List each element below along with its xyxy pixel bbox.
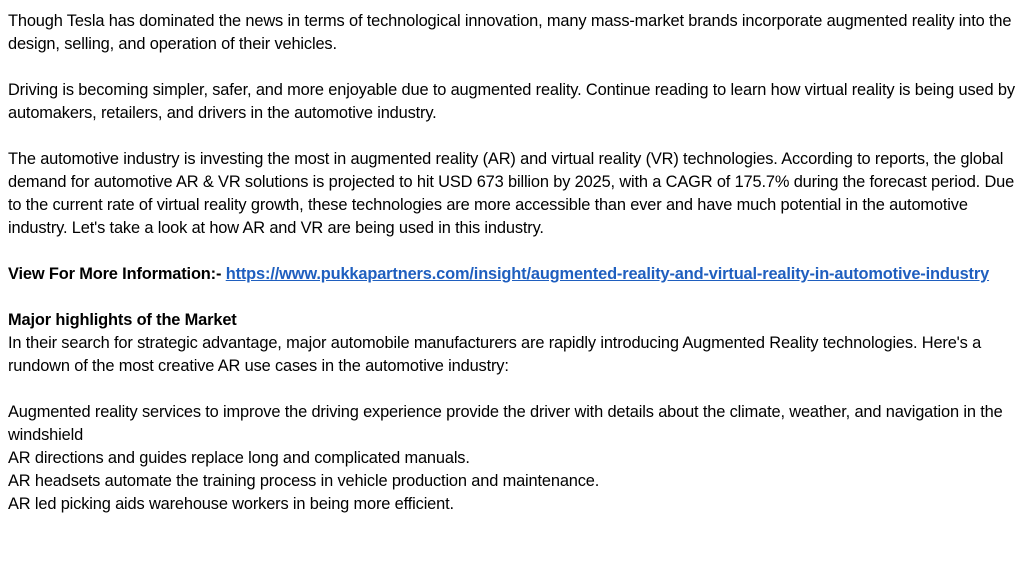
more-info-label: View For More Information:- bbox=[8, 265, 226, 283]
list-item: AR led picking aids warehouse workers in being more efficient. bbox=[8, 495, 454, 513]
intro-paragraph-2: Driving is becoming simpler, safer, and more enjoyable due to augmented reality. Continue reading to learn how virtual reality is being used by automakers, retailers, and drivers in the automotive industry. bbox=[8, 81, 1015, 122]
highlights-section bbox=[8, 309, 1018, 378]
more-info-line bbox=[8, 263, 1018, 286]
list-item: AR directions and guides replace long and complicated manuals. bbox=[8, 449, 470, 467]
list-item: Augmented reality services to improve the driving experience provide the driver with details about the climate, weather, and navigation in the windshield bbox=[8, 403, 1003, 444]
document-body bbox=[8, 10, 1018, 516]
list-item: AR headsets automate the training process in vehicle production and maintenance. bbox=[8, 472, 600, 490]
intro-paragraph-3: The automotive industry is investing the most in augmented reality (AR) and virtual reality (VR) technologies. According to reports, the global demand for automotive AR & VR solutions is projected to hit USD 673 billion by 2025, with a CAGR of 175.7% during the forecast period. Due to the current rate of virtual reality growth, these technologies are more accessible than ever and have much potential in the automotive industry. Let's take a look at how AR and VR are being used in this industry. bbox=[8, 150, 1015, 237]
highlights-list bbox=[8, 401, 1018, 516]
intro-paragraph-1: Though Tesla has dominated the news in terms of technological innovation, many mass-market brands incorporate augmented reality into the design, selling, and operation of their vehicles. bbox=[8, 12, 1012, 53]
highlights-intro: In their search for strategic advantage, major automobile manufacturers are rapidly introducing Augmented Reality technologies. Here's a rundown of the most creative AR use cases in the automotive industry: bbox=[8, 334, 982, 375]
highlights-heading: Major highlights of the Market bbox=[8, 311, 237, 329]
more-info-link[interactable]: https://www.pukkapartners.com/insight/augmented-reality-and-virtual-reality-in-automotive-industry bbox=[225, 265, 990, 283]
